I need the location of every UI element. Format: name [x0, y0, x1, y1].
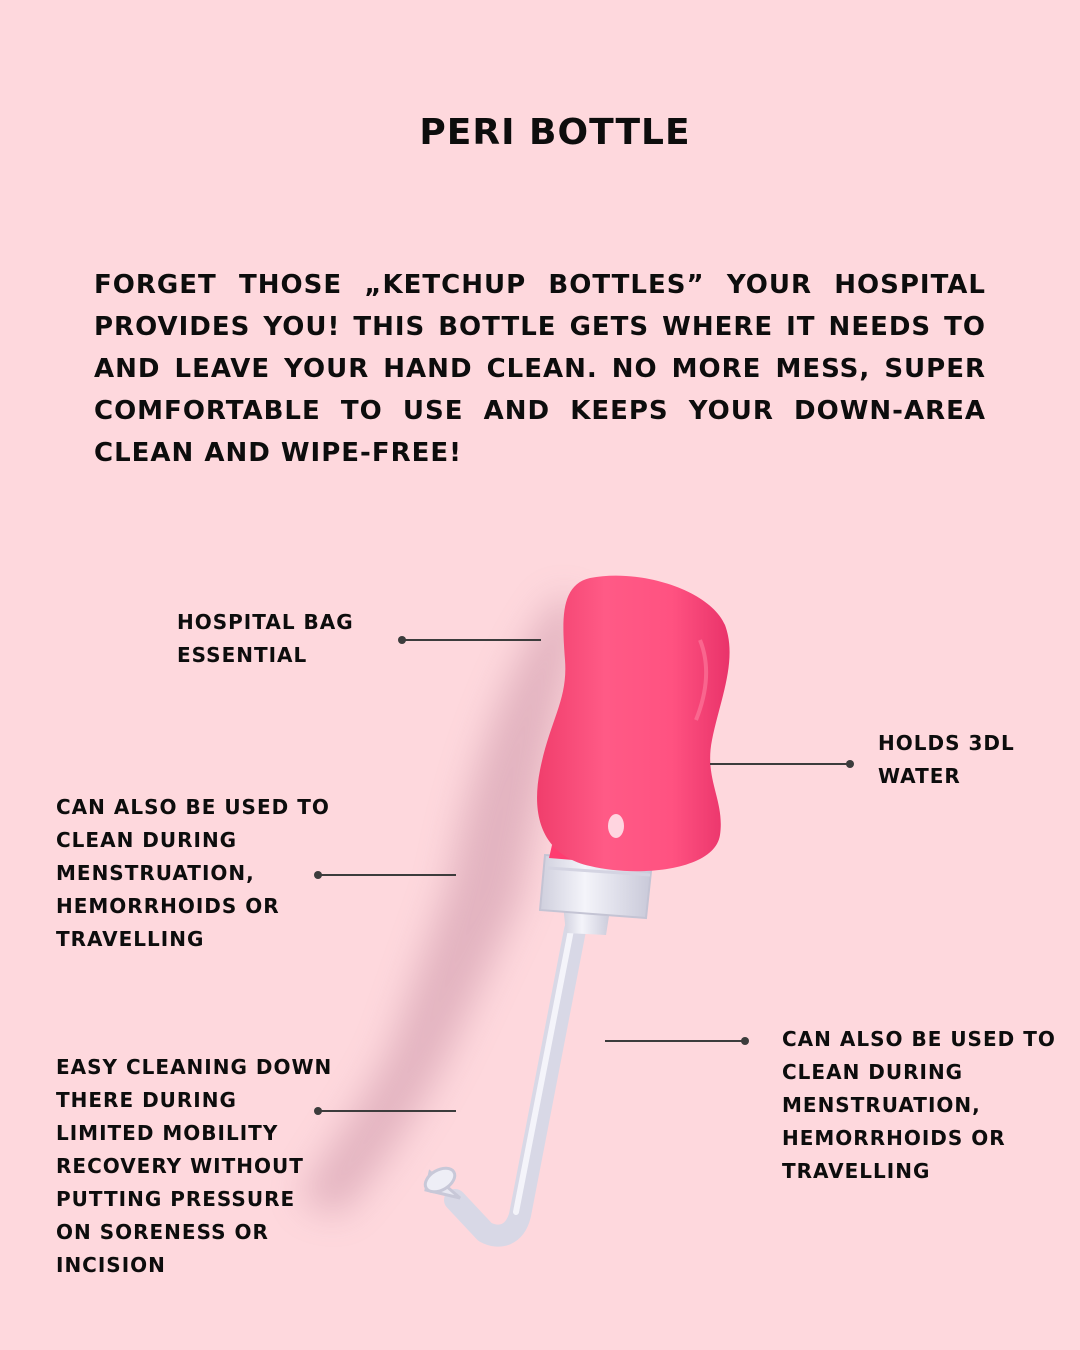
- leader-dot: [846, 760, 854, 768]
- bottle-cap: [540, 845, 652, 935]
- intro-paragraph: FORGET THOSE „KETCHUP BOTTLES” YOUR HOSPITAL PROVIDES YOU! THIS BOTTLE GETS WHERE IT NEEDS TO AND LEAVE YOUR HAND CLEAN. NO MORE MESS, SUPER COMFORTABLE TO USE AND KEEPS YOUR DOWN-AREA CLEAN AND WIPE-FREE!: [94, 270, 986, 468]
- callout-hospital-bag: HOSPITAL BAG ESSENTIAL: [177, 610, 354, 667]
- leader-hospital-bag: [401, 639, 541, 641]
- leader-easy-cleaning: [317, 1110, 456, 1112]
- leader-holds-water: [710, 763, 851, 765]
- page-title: PERI BOTTLE: [419, 112, 691, 153]
- leader-dot: [314, 871, 322, 879]
- leader-menstruation-right: [605, 1040, 746, 1042]
- callout-holds-water: HOLDS 3DL WATER: [878, 731, 1015, 788]
- leader-dot: [398, 636, 406, 644]
- nozzle-tube: [421, 930, 575, 1236]
- bottle-shadow: [300, 595, 585, 1215]
- leader-dot: [314, 1107, 322, 1115]
- leader-dot: [741, 1037, 749, 1045]
- callout-easy-cleaning: EASY CLEANING DOWN THERE DURING LIMITED MOBILITY RECOVERY WITHOUT PUTTING PRESSURE ON SORENESS OR INCISION: [56, 1055, 333, 1277]
- callout-menstruation-left: CAN ALSO BE USED TO CLEAN DURING MENSTRUATION, HEMORRHOIDS OR TRAVELLING: [56, 795, 330, 951]
- callout-menstruation-right: CAN ALSO BE USED TO CLEAN DURING MENSTRUATION, HEMORRHOIDS OR TRAVELLING: [782, 1027, 1056, 1183]
- leader-menstruation-left: [317, 874, 456, 876]
- bottle-body: [537, 576, 730, 872]
